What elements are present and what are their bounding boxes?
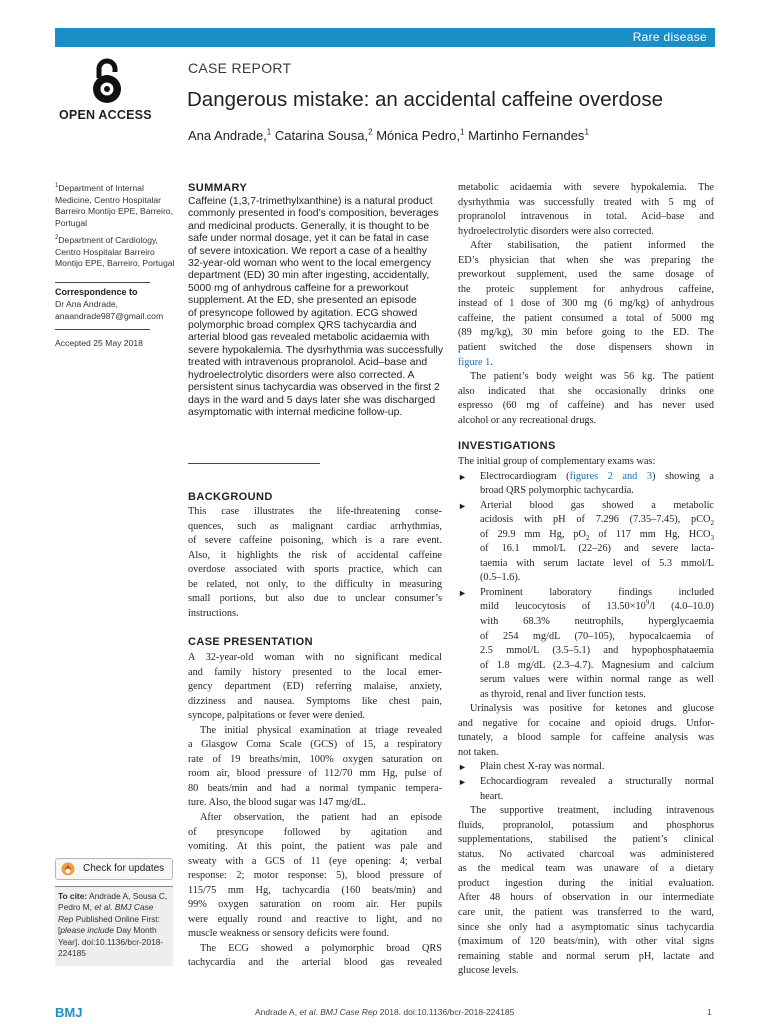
article-title: Dangerous mistake: an accidental caffeine overdose bbox=[187, 88, 663, 111]
bullet-arrow-icon: ► bbox=[458, 777, 467, 788]
list-item: ► Electrocardiogram (figures 2 and 3) showing a broad QRS polymorphic tachycardia. bbox=[458, 470, 714, 497]
author-affiliation: 2 bbox=[368, 127, 373, 137]
bullet-arrow-icon: ► bbox=[458, 587, 467, 598]
bullet-arrow-icon: ► bbox=[458, 500, 467, 511]
author-affiliation: 1 bbox=[460, 127, 465, 137]
correspondence-name: Dr Ana Andrade, bbox=[55, 299, 119, 309]
accepted-date: Accepted 25 May 2018 bbox=[55, 338, 143, 348]
affiliation-2: $^2$Department of Cardiology, Centro Hospitalar Barreiro Montijo EPE, Barreiro, Portugal bbox=[55, 235, 175, 269]
affiliation-1: $^1$Department of Internal Medicine, Centro Hospitalar Barreiro Montijo EPE, Barreiro, Portugal bbox=[55, 183, 173, 228]
background-heading: BACKGROUND bbox=[188, 491, 273, 503]
investigations-text: The initial group of complementary exams was: ► Electrocardiogram (figures 2 and 3) showing a broad QRS polymorphic tachycardia. ► Arterial blood gas showed a metabolic acidosis with pH of 7.296 (7.35–7.45), pCO$_2$ of 29.9 mm Hg, $pO_2$ of 117 mm Hg, $HCO_3$ of 16.1 mmol/L (22–26) and severe lacta- taemia with serum lactate level of 5.3 mmol/L (0.5–1.6). ► Prominent laboratory findings included mild leucocytosis of $13.50\times 10^9/l$ (4.0–10.0) with 68.3% neutrophils, hyperglycaemia of 254 mg/dL (70–105), hypocalcaemia of 2.5 mmol/L (3.5–5.1) and hypophosphataemia of 1.8 mg/dL (2.3–4.7). Magnesium and calcium serum values were within normal range as well as thyroid, renal and liver function tests. Urinalysis was positive for ketones and glucose and negative for cocaine and opioid drugs. Unfor- tunately, a blood sample for caffeine analysis was not taken. ► Plain chest X-ray was normal. ► Echocardiogram revealed a structurally normal heart. The supportive treatment, including intravenous fluids, propranolol, potassium and phosphorus supplementations, stabilised the patient’s clinical status. No activated charcoal was administered as the medical team was unaware of a dietary product ingestion during the initial evaluation. After 48 hours of observation in our intermediate care unit, the patient was transferred to the ward, since she only had a asymptomatic sinus tachycardia (maximum of 120 beats/min), with other vital signs remaining stable and normal serum pH, lactate and glucose levels. bbox=[458, 456, 714, 977]
check-for-updates-button[interactable] bbox=[55, 858, 173, 880]
investigations-heading: INVESTIGATIONS bbox=[458, 440, 556, 452]
article-type: CASE REPORT bbox=[188, 60, 292, 76]
section-label: Rare disease bbox=[632, 30, 707, 44]
list-item: ► Echocardiogram revealed a structurally normal heart. bbox=[458, 776, 714, 802]
summary-heading: SUMMARY bbox=[188, 182, 248, 194]
correspondence-heading: Correspondence to bbox=[55, 287, 138, 297]
open-access-lock-icon bbox=[90, 58, 124, 104]
case-presentation-heading: CASE PRESENTATION bbox=[188, 636, 313, 648]
footer-citation: Andrade A, et al. BMJ Case Rep 2018. doi:10.1136/bcr-2018-224185 bbox=[255, 1007, 515, 1017]
list-item: ► Prominent laboratory findings included mild leucocytosis of $13.50\times 10^9/l$ (4.0–10.0) with 68.3% neutrophils, hyperglycaemia of 254 mg/dL (70–105), hypocalcaemia of 2.5 mmol/L (3.5–5.1) and hypophosphataemia of 1.8 mg/dL (2.3–4.7). Magnesium and calcium serum values were within normal range as well as thyroid, renal and liver function tests. bbox=[458, 586, 714, 700]
case-presentation-text: A 32-year-old woman with no significant medical and family history presented to the local emer- gency department (ED) referring malaise, anxiety, dizziness and nausea. Symptoms like chest pain, syncope, palpitations or fever were denied. The initial physical examination at triage revealed a Glasgow Coma Scale (GCS) of 15, a respiratory rate of 19 breaths/min, 100% oxygen saturation on room air, blood pressure of 112/70 mm Hg, pulse of 80 beats/min and had a normal tympanic tempera- ture. Also, the blood sugar was 147 mg/dL. After observation, the patient had an episode of presyncope followed by agitation and vomiting. At this point, the patient was pale and sweaty with a GCS of 11 (eye opening: 4; verbal response: 2; motor response: 5), blood pressure of 115/75 mm Hg, tachycardia (160 beats/min) and 99% oxygen saturation on room air. Her pupils were equally round and reactive to light, and no muscle weakness or sensory deficits were found. The ECG showed a polymorphic broad QRS tachycardia and the arterial blood gas revealed bbox=[188, 652, 442, 969]
author-list bbox=[188, 128, 589, 143]
check-for-updates-label: Check for updates bbox=[83, 863, 165, 874]
author-name[interactable]: Martinho Fernandes bbox=[468, 128, 585, 143]
summary-divider bbox=[188, 463, 320, 464]
divider bbox=[55, 282, 150, 283]
author-name[interactable]: Catarina Sousa, bbox=[274, 128, 369, 143]
figures-2-3-link[interactable]: figures 2 and 3 bbox=[569, 470, 652, 482]
bullet-arrow-icon: ► bbox=[458, 471, 467, 482]
author-affiliation: 1 bbox=[584, 127, 589, 137]
bullet-arrow-icon: ► bbox=[458, 762, 467, 773]
divider bbox=[55, 329, 150, 330]
author-name[interactable]: Ana Andrade, bbox=[188, 128, 267, 143]
correspondence-email-link[interactable]: anaandrade987@gmail.com bbox=[55, 311, 164, 321]
summary-text: Caffeine (1,3,7-trimethylxanthine) is a natural product commonly presented in food’s composition, beverages and medicinal products. Generally, it is thought to be safe under normal dosage, yet it can be fatal in case of severe intoxication. We report a case of a healthy 32-year-old woman who went to the local emergency department (ED) 30 min after ingesting, accidentally, 5000 mg of anhydrous caffeine for a preworkout supplement. At the ED, she presented an episode of presyncope followed by agitation. ECG showed polymorphic broad complex QRS tachycardia and arterial blood gas revealed metabolic acidaemia with severe hypokalemia. The dysrhythmia was successfully treated with intravenous propranolol. Acid–base and hydroelectrolytic disorders were also corrected. A persistent sinus tachycardia was observed in the first 2 days in the ward and 5 days later she was discharged asymptomatic with internal medicine follow-up. bbox=[188, 196, 444, 418]
list-item: ► Plain chest X-ray was normal. bbox=[458, 760, 714, 775]
section-banner bbox=[55, 28, 715, 47]
page-number: 1 bbox=[707, 1007, 712, 1017]
open-access-label: OPEN ACCESS bbox=[59, 108, 152, 122]
background-text: This case illustrates the life-threatening conse- quences, such as malignant cardiac arrhythmias, of severe caffeine poisoning, which is a rare event. Also, it highlights the risk of accidental caffeine overdose associated with sports practice, which can be related, not only, to the difficulty in measuring small portions, but also due to unclear consumer’s instructions. bbox=[188, 506, 442, 619]
list-item: ► Arterial blood gas showed a metabolic acidosis with pH of 7.296 (7.35–7.45), pCO$_2$ of 29.9 mm Hg, $pO_2$ of 117 mm Hg, $HCO_3$ of 16.1 mmol/L (22–26) and severe lacta- taemia with serum lactate level of 5.3 mmol/L (0.5–1.6). bbox=[458, 499, 714, 584]
bmj-logo: BMJ bbox=[55, 1005, 83, 1020]
crossmark-icon bbox=[61, 862, 75, 876]
author-name[interactable]: Mónica Pedro, bbox=[376, 128, 461, 143]
citation-box: To cite: Andrade A, Sousa C, Pedro M, et al. BMJ Case Rep Published Online First: [please include Day Month Year]. doi:10.1136/bcr-2018- 224185 bbox=[55, 886, 173, 966]
author-affiliation: 1 bbox=[266, 127, 272, 137]
figure-1-link[interactable]: figure 1 bbox=[458, 356, 491, 368]
right-column-text: metabolic acidaemia with severe hypokalemia. The dysrhythmia was successfully treated with 5 mg of propranolol intravenous in total. Acid–base and hydroelectrolytic disorders were also corrected. After stabilisation, the patient informed the ED’s physician that when she was preparing the preworkout supplement, used the same dosage of the proteic supplement for anhydrous caffeine, instead of 1 dose of 300 mg (6 mg/kg) of anhydrous caffeine, the patient consumed a total of 5000 mg (89 mg/kg), 30 min before going to the ED. The patient switched the dose dispensers shown in figure 1. The patient’s body weight was 56 kg. The patient also indicated that she occasionally drinks one espresso (60 mg of caffeine) and has never used alcohol or any recreational drugs. bbox=[458, 182, 714, 426]
